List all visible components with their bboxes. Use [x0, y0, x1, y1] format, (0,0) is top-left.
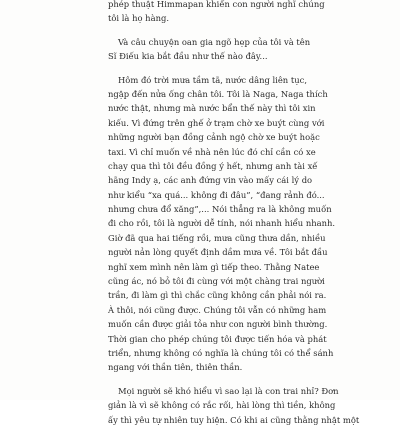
text-line: chạy qua thì tôi đều đồng ý hết, nhưng anh tài xế — [108, 160, 318, 171]
text-line: muốn cần được giải tỏa như con người bình thường. — [108, 319, 328, 330]
body-text — [108, 0, 360, 436]
text-line: À thôi, nói cũng được. Chúng tôi vẫn có những ham — [108, 304, 327, 315]
text-line: trần, đi làm gì thì chắc cũng không cần phải nói ra. — [108, 290, 327, 301]
text-line: phép thuật Himmapan khiến con người nghĩ chúng — [108, 0, 325, 9]
text-line: ngập đến nửa ống chân tôi. Tôi là Naga, Naga thích — [108, 88, 328, 99]
text-line: hãng Indy ạ, các anh đứng vin vào mấy cái lý do — [108, 175, 313, 186]
text-line: Mọi người sẽ khó hiểu vì sao lại là con trai nhỉ? Đơn — [118, 385, 339, 396]
text-line: như kiểu “xa quá... không đi đâu”, “đang rảnh đó... — [108, 189, 325, 200]
text-line: nhưng chưa đổ xăng”,... Nói thẳng ra là không muốn — [108, 204, 332, 215]
text-line: cũng ác, nó bỏ tôi đi cùng với một chàng trai người — [108, 276, 325, 287]
paragraph — [108, 73, 336, 375]
text-line: ngang với thần tiên, thiên thần. — [108, 362, 243, 373]
text-line: những người bạn đồng cảnh ngộ chờ xe buýt hoặc — [108, 132, 320, 143]
text-line: Và câu chuyện oan gia ngõ hẹp của tôi và tên — [118, 36, 311, 47]
text-line: Giờ đã qua hai tiếng rồi, mưa cũng thưa dần, nhiều — [108, 232, 326, 243]
text-line: Thời gian cho phép chúng tôi được tiến hóa và phát — [108, 333, 327, 344]
text-line: Hôm đó trời mưa tầm tã, nước dâng liên tục, — [118, 74, 307, 85]
paragraph — [108, 0, 325, 26]
text-line: taxi. Vì chỉ muốn về nhà nên lúc đó chỉ cần có xe — [108, 146, 316, 157]
text-line: kiếu. Vì đứng trên ghế ở trạm chờ xe buýt cùng với — [108, 117, 325, 128]
text-line: Sĩ Điếu kia bắt đầu như thế nào đây... — [108, 51, 268, 62]
paragraph — [108, 384, 360, 427]
text-line: triển, nhưng không có nghĩa là chúng tôi có thể sánh — [108, 347, 334, 358]
text-line: giản là vì sẽ không có rắc rối, hài lòng thì tiền, không — [108, 400, 336, 411]
text-line: đi cho rồi, tôi là người dễ tính, nói nhanh hiểu nhanh. — [108, 218, 336, 229]
text-line: ấy thì yêu tự nhiên tuy hiện. Có khi ai cũng thằng nhật một — [108, 414, 360, 425]
text-line: nước thật, nhưng mà nước bẩn thế này thì tôi xin — [108, 103, 316, 114]
text-line: tôi là họ hàng. — [108, 13, 169, 24]
text-line: người nản lòng quyết định dầm mưa về. Tôi bắt đầu — [108, 247, 328, 258]
paragraph — [108, 35, 322, 64]
text-line: nghĩ xem mình nên làm gì tiếp theo. Thằng Natee — [108, 261, 320, 272]
